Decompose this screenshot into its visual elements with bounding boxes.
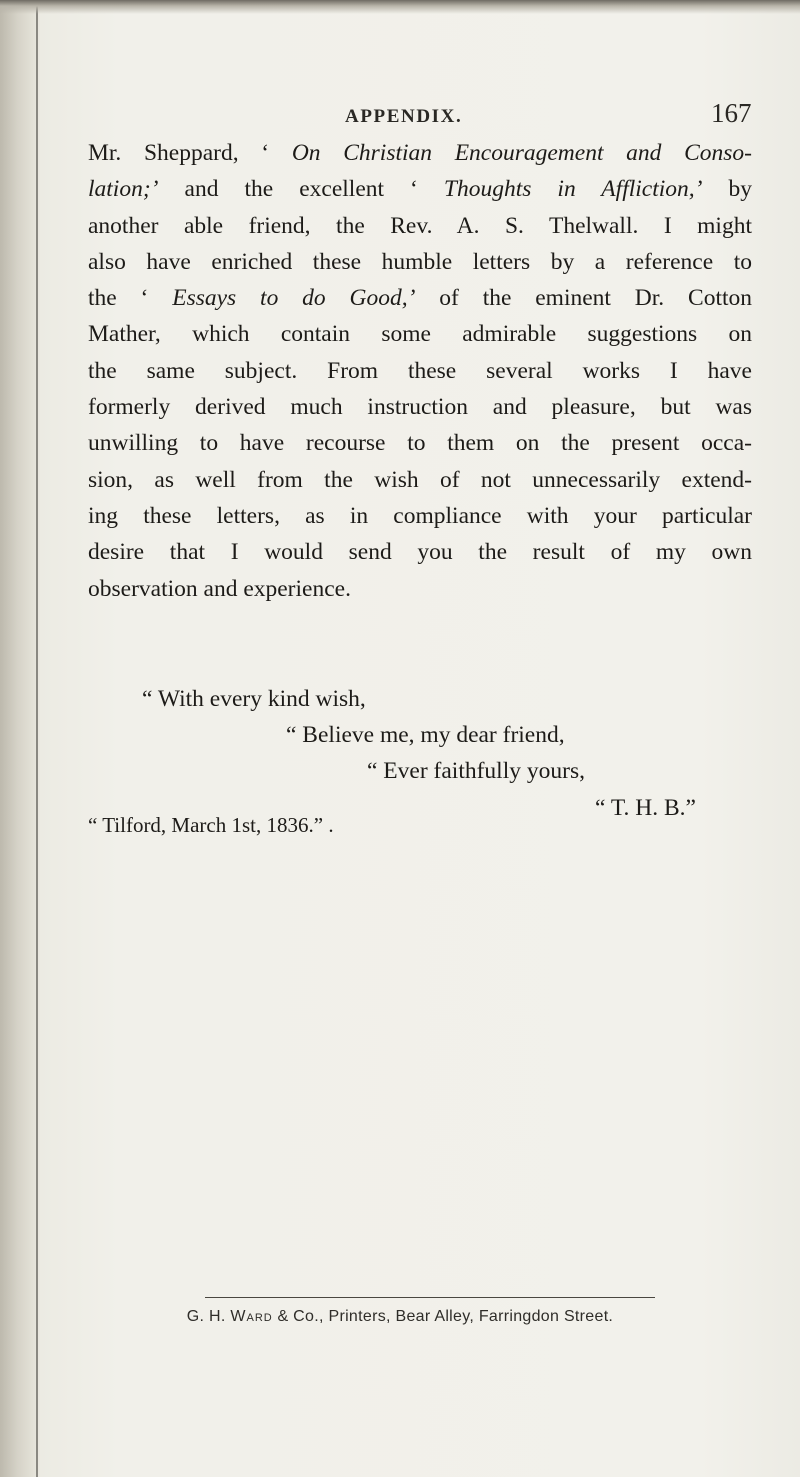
closing-line-2: “ Believe me, my dear friend, [286,722,565,748]
text-segment: Mr. Sheppard, ‘ [88,140,292,166]
text-line [88,171,752,207]
body-paragraph [88,135,752,607]
dateline: “ Tilford, March 1st, 1836.” . [88,813,334,837]
text-segment: Thoughts in Affliction,’ [443,176,703,203]
text-segment: formerly derived much instruction and pleasure, but was [88,394,752,421]
text-segment: and the excellent ‘ [158,176,444,203]
text-segment: also have enriched these humble letters by a reference to [88,248,752,275]
text-line [88,425,752,461]
closing-line-1: “ With every kind wish, [142,686,366,712]
signature: “ T. H. B.” [595,795,696,821]
running-header [0,96,800,136]
binding-edge [36,0,38,1477]
text-segment: lation;’ [88,176,159,203]
imprint-prefix: G. H. [186,1308,231,1325]
text-line [88,316,752,352]
text-segment: the same subject. From these several works I have [88,357,752,384]
page-gutter [0,0,40,1477]
text-line [88,353,752,389]
text-segment: by [702,176,752,203]
text-segment: Mather, which contain some admirable suggestions on [88,321,752,348]
imprint-name: Ward [230,1308,273,1325]
text-line [88,208,752,244]
page-top-shadow [0,0,800,14]
header-title: APPENDIX. [345,106,463,127]
page-number: 167 [711,98,752,128]
printer-imprint [0,1308,800,1326]
text-line [88,534,752,570]
imprint-rule [205,1297,655,1298]
text-line [88,498,752,534]
imprint-suffix: & Co., Printers, Bear Alley, Farringdon Street. [272,1308,614,1325]
text-segment: ing these letters, as in compliance with your particular [88,502,752,529]
text-line [88,244,752,280]
text-segment: of the eminent Dr. Cotton [415,285,752,312]
text-line [88,462,752,498]
text-segment: Essays to do Good,’ [172,285,416,312]
text-segment: observation and experience. [88,575,351,602]
closing-line-3: “ Ever faithfully yours, [367,758,585,784]
text-segment: sion, as well from the wish of not unnecessarily extend- [88,466,752,493]
text-line [88,571,752,607]
text-line [88,389,752,425]
text-line [88,135,752,171]
text-segment: On Christian Encouragement and Conso- [291,140,752,166]
text-segment: the ‘ [88,285,173,312]
text-segment: desire that I would send you the result of my own [88,539,752,566]
text-segment: another able friend, the Rev. A. S. Thelwall. I might [88,212,752,239]
text-segment: unwilling to have recourse to them on the present occa- [88,430,752,457]
text-line [88,280,752,316]
